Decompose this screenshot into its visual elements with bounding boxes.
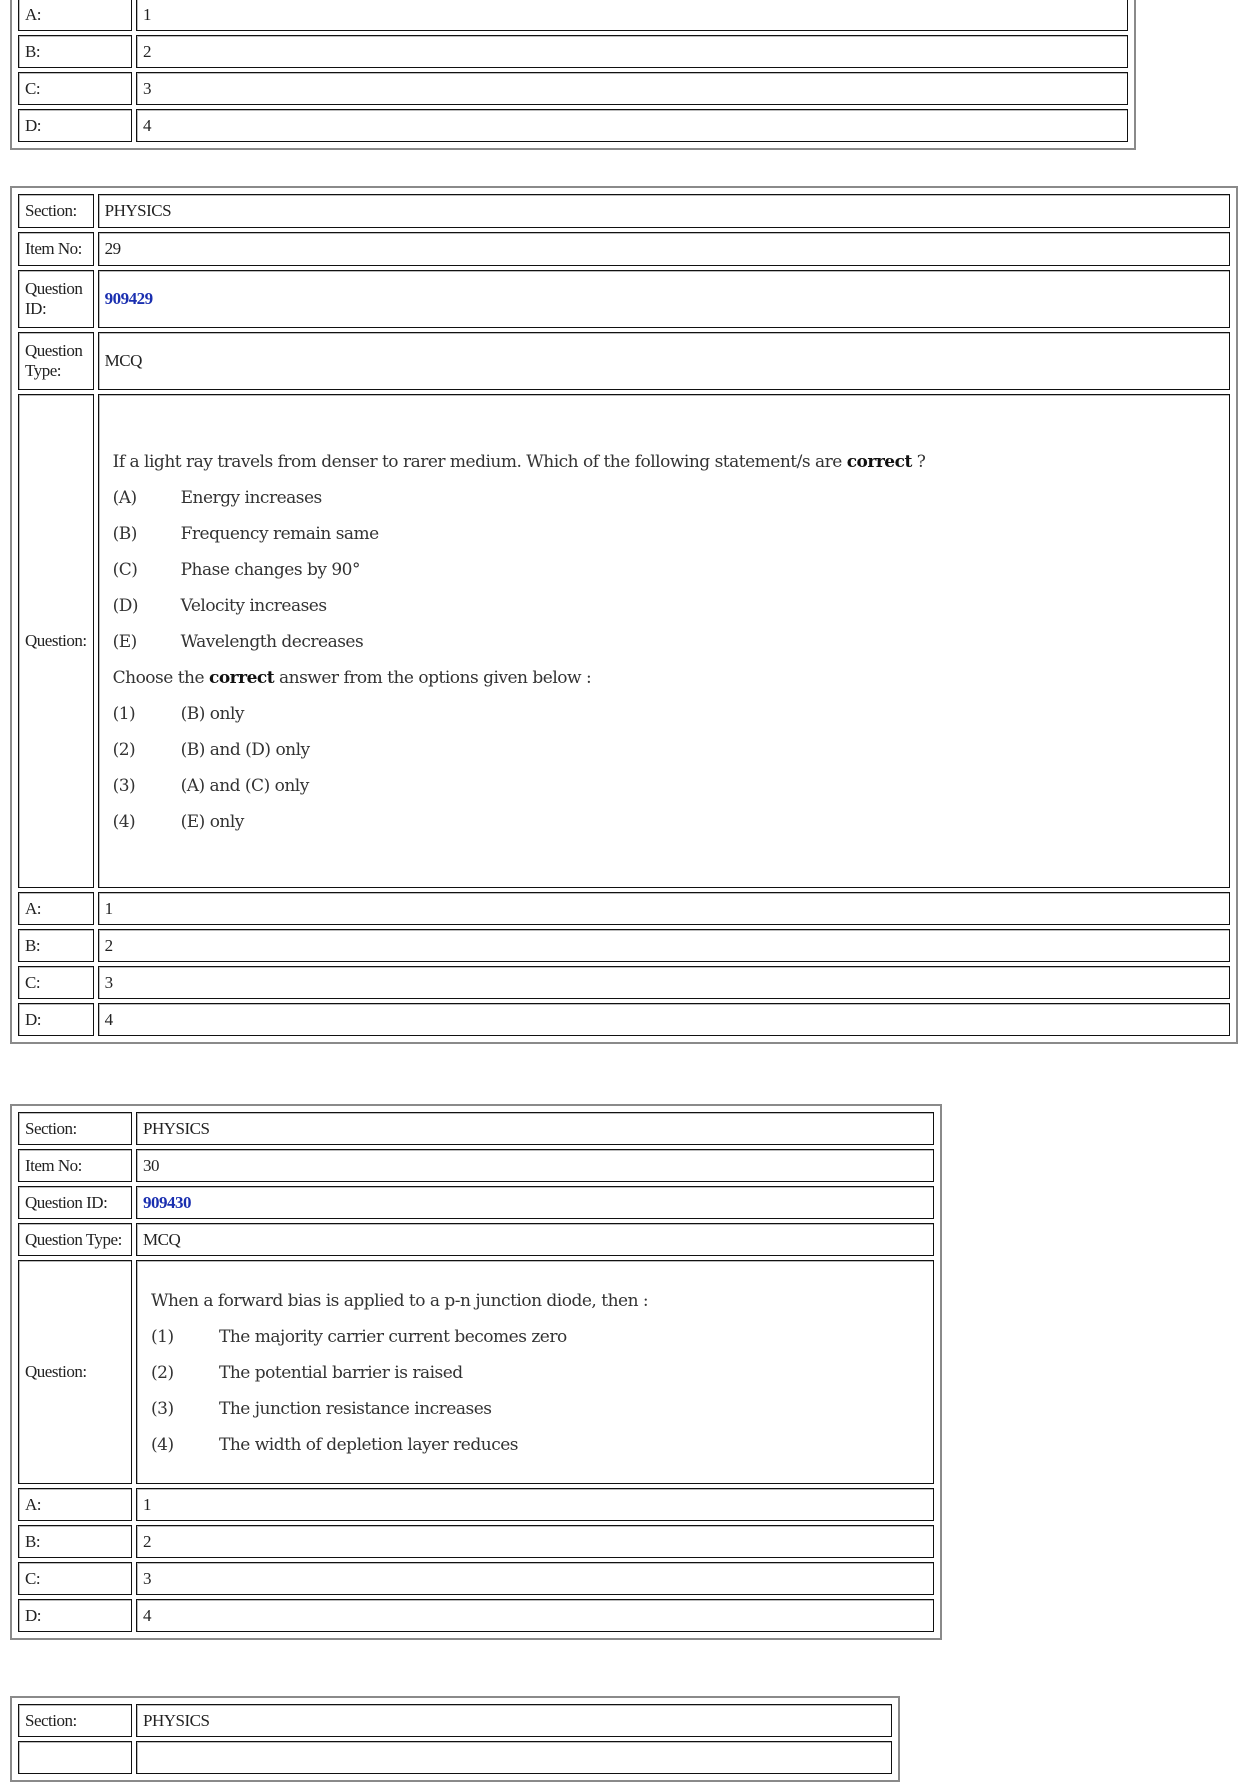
question-row bbox=[18, 394, 1230, 888]
question-type-value: MCQ bbox=[98, 332, 1230, 390]
statement-item bbox=[113, 516, 1215, 552]
question-id-row bbox=[18, 270, 1230, 328]
question-type-row bbox=[18, 332, 1230, 390]
option-number: (3) bbox=[112, 776, 136, 796]
answer-option bbox=[113, 696, 1215, 732]
section-label: Section: bbox=[18, 1112, 132, 1145]
statement-item bbox=[113, 588, 1215, 624]
question-body bbox=[136, 1260, 934, 1484]
answer-row bbox=[18, 1488, 934, 1521]
item-row bbox=[18, 1741, 892, 1774]
option-number: (1) bbox=[112, 704, 136, 724]
option-label: C: bbox=[18, 1562, 132, 1595]
option-label: B: bbox=[18, 35, 132, 68]
question-label: Question: bbox=[18, 394, 94, 888]
item-value: 30 bbox=[136, 1149, 934, 1182]
section-label: Section: bbox=[18, 1704, 132, 1737]
option-label: C: bbox=[18, 966, 94, 999]
option-value: 3 bbox=[98, 966, 1230, 999]
item-label bbox=[18, 1741, 132, 1774]
statement-item bbox=[113, 552, 1215, 588]
answer-option bbox=[151, 1319, 919, 1355]
item-value bbox=[136, 1741, 892, 1774]
item-row bbox=[18, 232, 1230, 266]
section-row bbox=[18, 1704, 892, 1737]
answer-option bbox=[113, 768, 1215, 804]
option-number: (2) bbox=[112, 740, 136, 760]
answer-option bbox=[151, 1427, 919, 1463]
next-question-table bbox=[10, 1696, 900, 1782]
statement-text: Energy increases bbox=[180, 488, 322, 508]
statement-text: Frequency remain same bbox=[180, 524, 379, 544]
option-value: 3 bbox=[136, 1562, 934, 1595]
answer-option bbox=[151, 1355, 919, 1391]
answer-option bbox=[113, 732, 1215, 768]
statement-number: (E) bbox=[112, 632, 137, 652]
statement-item bbox=[113, 480, 1215, 516]
option-label: B: bbox=[18, 929, 94, 962]
option-label: D: bbox=[18, 1599, 132, 1632]
answer-row bbox=[18, 1003, 1230, 1036]
question-type-row bbox=[18, 1223, 934, 1256]
option-label: A: bbox=[18, 0, 132, 31]
answer-row bbox=[18, 966, 1230, 999]
option-number: (2) bbox=[151, 1363, 174, 1383]
option-value: 4 bbox=[98, 1003, 1230, 1036]
section-value: PHYSICS bbox=[136, 1112, 934, 1145]
option-value: 1 bbox=[136, 1488, 934, 1521]
section-value: PHYSICS bbox=[136, 1704, 892, 1737]
question-id-value: 909429 bbox=[98, 270, 1230, 328]
section-row bbox=[18, 194, 1230, 228]
question-type-label: Question Type: bbox=[18, 1223, 132, 1256]
item-label: Item No: bbox=[18, 232, 94, 266]
question-row bbox=[18, 1260, 934, 1484]
choose-emphasis: correct bbox=[208, 668, 275, 688]
answer-row bbox=[18, 929, 1230, 962]
option-value: 4 bbox=[136, 109, 1128, 142]
question-stem: When a forward bias is applied to a p-n junction diode, then : bbox=[151, 1291, 649, 1311]
option-text: (B) and (D) only bbox=[180, 740, 310, 760]
question-label: Question: bbox=[18, 1260, 132, 1484]
question-type-label: Question Type: bbox=[18, 332, 94, 390]
option-value: 4 bbox=[136, 1599, 934, 1632]
option-label: C: bbox=[18, 72, 132, 105]
option-value: 2 bbox=[98, 929, 1230, 962]
answer-row bbox=[18, 0, 1128, 31]
answer-row bbox=[18, 1562, 934, 1595]
option-text: The width of depletion layer reduces bbox=[219, 1435, 519, 1455]
option-text: The junction resistance increases bbox=[219, 1399, 492, 1419]
statement-text: Velocity increases bbox=[180, 596, 327, 616]
question-id-value: 909430 bbox=[136, 1186, 934, 1219]
statement-text: Phase changes by 90° bbox=[180, 560, 360, 580]
item-label: Item No: bbox=[18, 1149, 132, 1182]
statement-text: Wavelength decreases bbox=[180, 632, 364, 652]
option-number: (1) bbox=[151, 1327, 174, 1347]
choose-text-end: answer from the options given below : bbox=[274, 668, 592, 688]
option-value: 1 bbox=[98, 892, 1230, 925]
statement-number: (A) bbox=[112, 488, 137, 508]
answer-option bbox=[113, 804, 1215, 840]
option-text: The majority carrier current becomes zero bbox=[219, 1327, 567, 1347]
statement-item bbox=[113, 624, 1215, 660]
question-id-label: Question ID: bbox=[18, 1186, 132, 1219]
stem-text: If a light ray travels from denser to rarer medium. Which of the following statement/s are bbox=[112, 452, 847, 472]
stem-emphasis: correct bbox=[846, 452, 912, 472]
option-value: 3 bbox=[136, 72, 1128, 105]
section-row bbox=[18, 1112, 934, 1145]
option-value: 2 bbox=[136, 1525, 934, 1558]
option-label: D: bbox=[18, 1003, 94, 1036]
option-value: 2 bbox=[136, 35, 1128, 68]
statement-number: (B) bbox=[112, 524, 137, 544]
option-label: A: bbox=[18, 1488, 132, 1521]
answer-row bbox=[18, 892, 1230, 925]
question-table-30 bbox=[10, 1104, 942, 1640]
question-body bbox=[98, 394, 1230, 888]
statement-number: (C) bbox=[112, 560, 138, 580]
option-number: (3) bbox=[151, 1399, 174, 1419]
section-value: PHYSICS bbox=[98, 194, 1230, 228]
option-text: (E) only bbox=[180, 812, 244, 832]
answer-option bbox=[151, 1391, 919, 1427]
question-stem bbox=[113, 444, 1215, 480]
answer-row bbox=[18, 72, 1128, 105]
option-label: B: bbox=[18, 1525, 132, 1558]
option-label: A: bbox=[18, 892, 94, 925]
prev-question-table bbox=[10, 0, 1136, 150]
item-row bbox=[18, 1149, 934, 1182]
option-text: (A) and (C) only bbox=[180, 776, 309, 796]
option-number: (4) bbox=[112, 812, 136, 832]
stem-text-end: ? bbox=[911, 452, 926, 472]
question-id-label: Question ID: bbox=[18, 270, 94, 328]
option-label: D: bbox=[18, 109, 132, 142]
answer-row bbox=[18, 1525, 934, 1558]
option-text: The potential barrier is raised bbox=[219, 1363, 463, 1383]
choose-text: Choose the bbox=[112, 668, 209, 688]
option-text: (B) only bbox=[180, 704, 244, 724]
option-value: 1 bbox=[136, 0, 1128, 31]
answer-row bbox=[18, 1599, 934, 1632]
question-table-29 bbox=[10, 186, 1238, 1044]
statement-number: (D) bbox=[112, 596, 139, 616]
answer-row bbox=[18, 35, 1128, 68]
choose-instruction bbox=[113, 660, 1215, 696]
option-number: (4) bbox=[151, 1435, 174, 1455]
answer-row bbox=[18, 109, 1128, 142]
section-label: Section: bbox=[18, 194, 94, 228]
item-value: 29 bbox=[98, 232, 1230, 266]
question-id-row bbox=[18, 1186, 934, 1219]
question-type-value: MCQ bbox=[136, 1223, 934, 1256]
